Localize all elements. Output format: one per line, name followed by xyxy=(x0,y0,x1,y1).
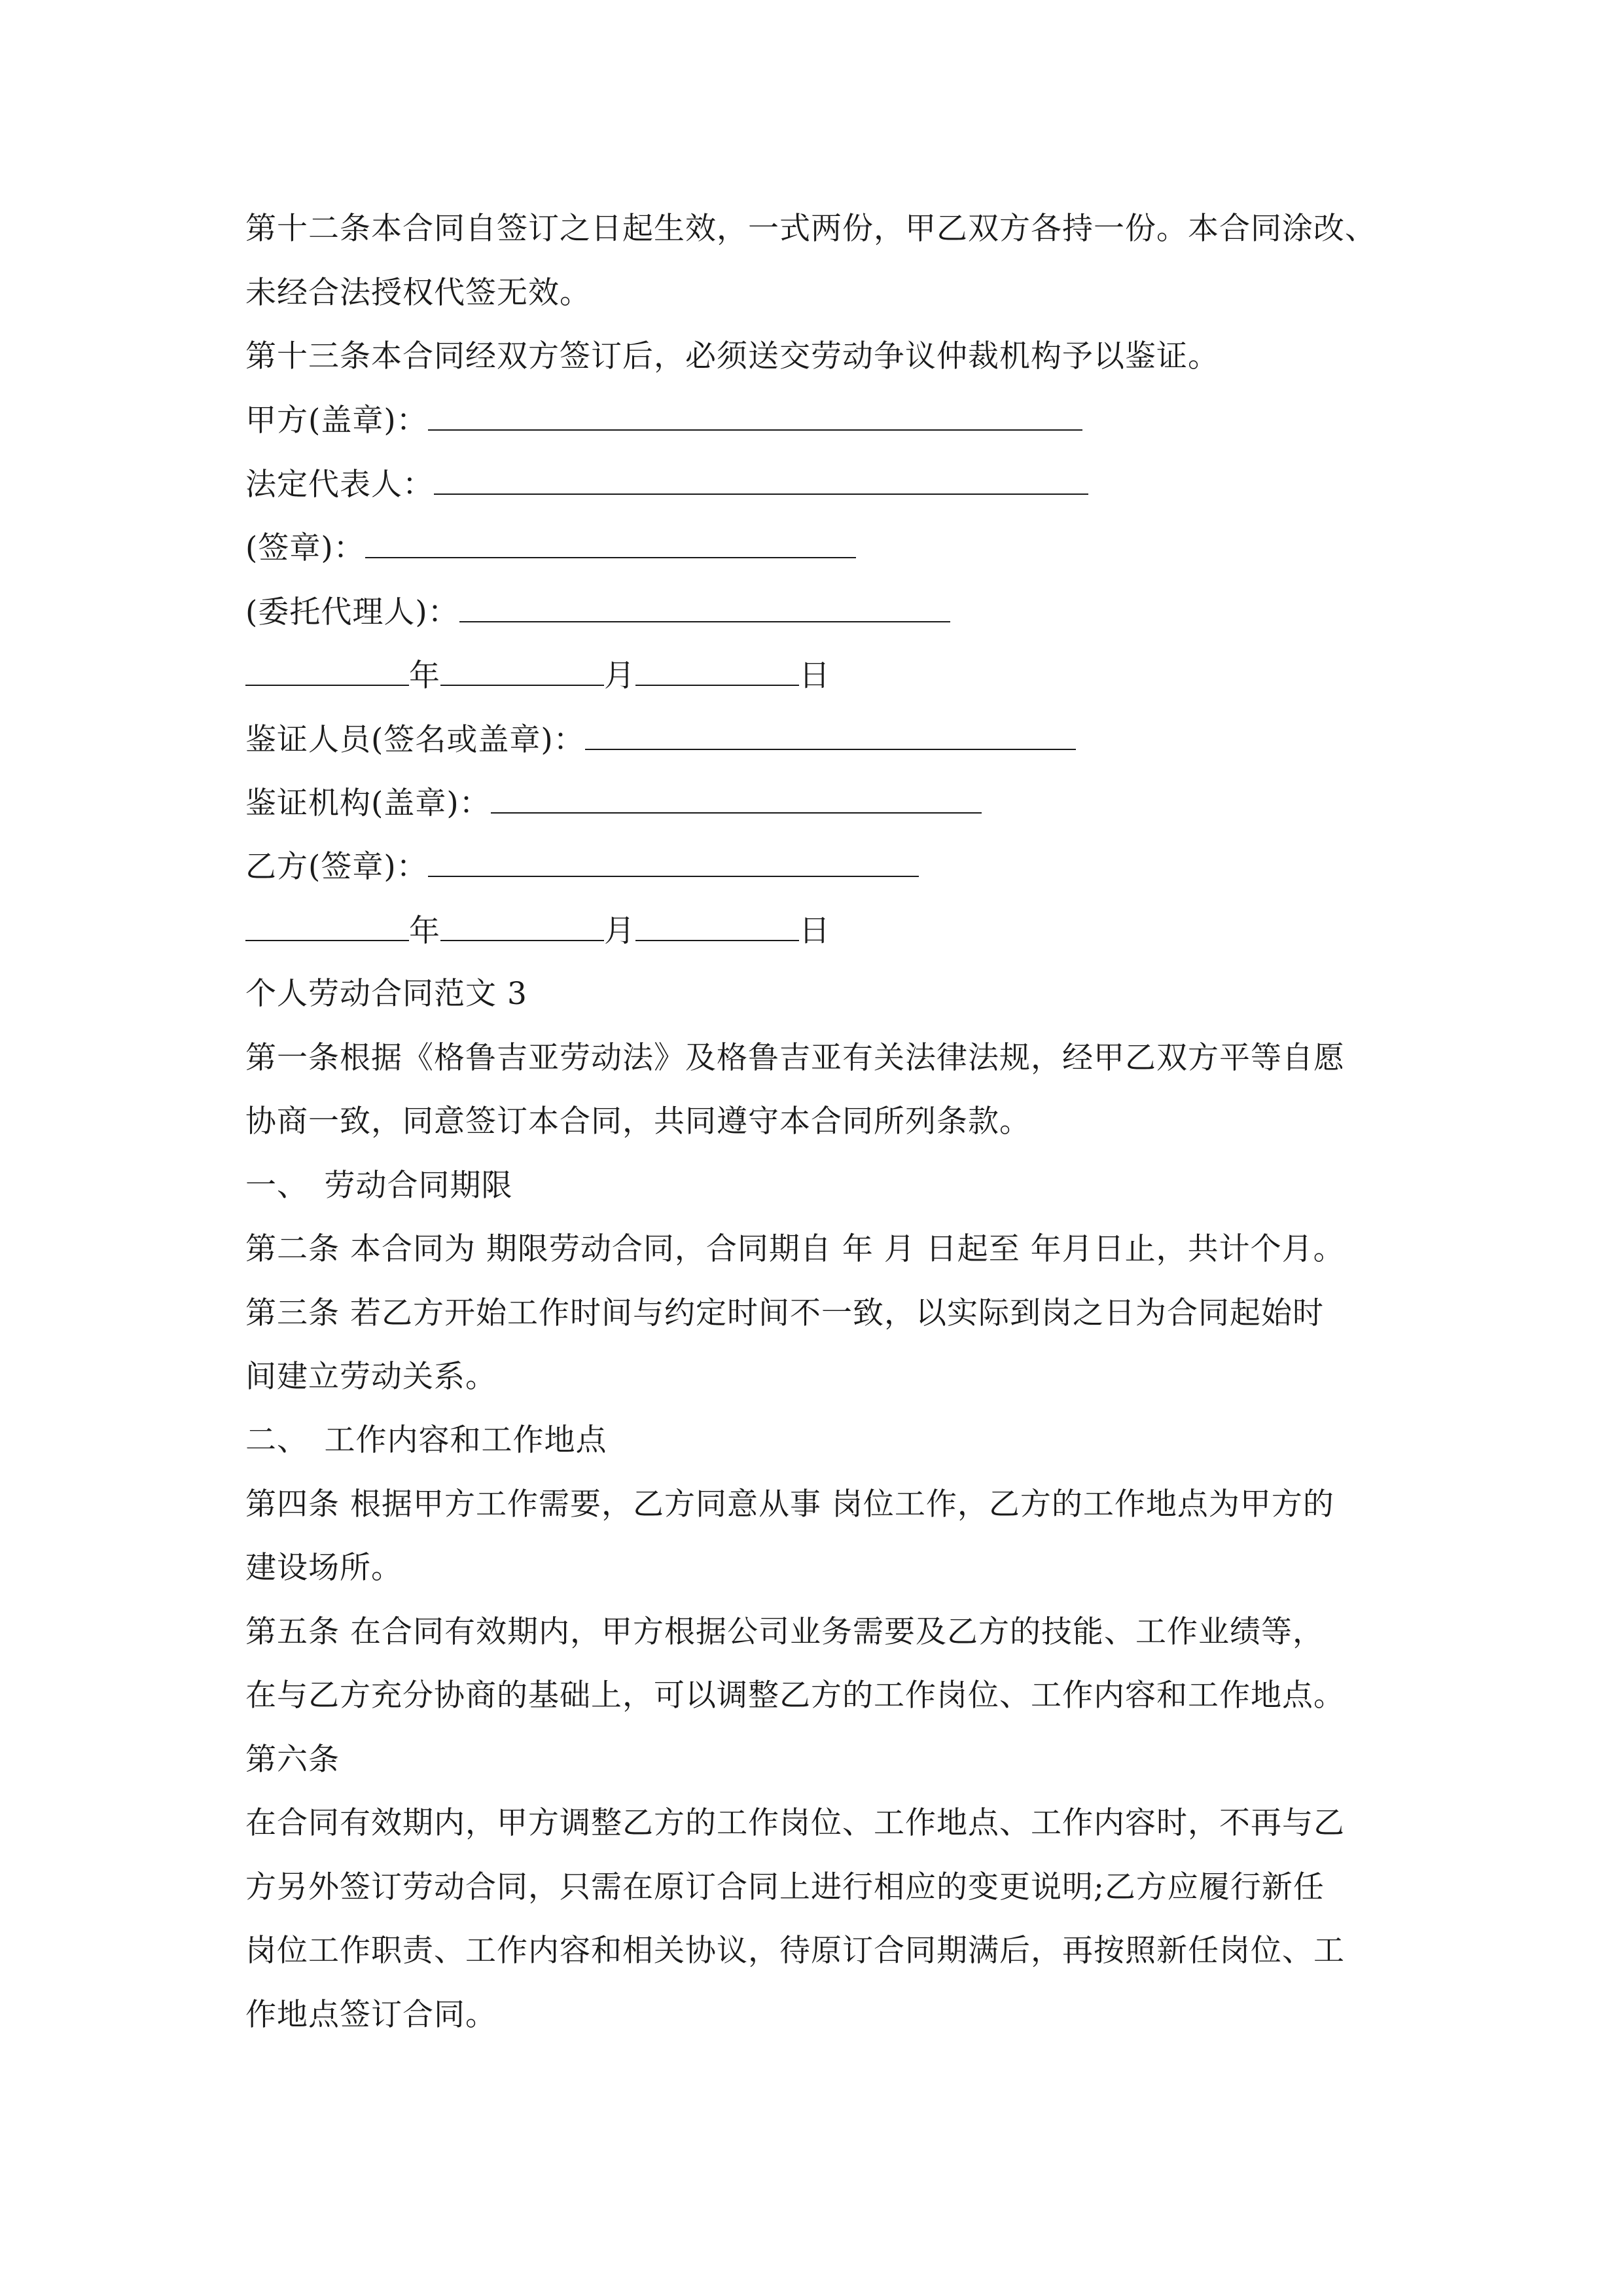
day-label: 日 xyxy=(799,658,830,694)
agent-label: (委托代理人)： xyxy=(245,594,459,630)
notary-org-field xyxy=(245,783,982,823)
agent-field xyxy=(245,592,950,632)
month-blank xyxy=(440,656,604,686)
body-line: 第四条 根据甲方工作需要，乙方同意从事 岗位工作，乙方的工作地点为甲方的 xyxy=(245,1486,1334,1522)
year-label: 年 xyxy=(409,658,440,694)
day-label: 日 xyxy=(799,913,830,949)
month-blank xyxy=(440,911,604,941)
legal-rep-label: 法定代表人： xyxy=(245,467,434,503)
party-a-label: 甲方(盖章)： xyxy=(245,403,428,439)
sign-label: (签章)： xyxy=(245,530,365,566)
body-line: 第三条 若乙方开始工作时间与约定时间不一致，以实际到岗之日为合同起始时 xyxy=(245,1295,1324,1331)
clause-12-line-1: 第十二条本合同自签订之日起生效，一式两份，甲乙双方各持一份。本合同涂改、 xyxy=(245,211,1376,247)
body-line: 第一条根据《格鲁吉亚劳动法》及格鲁吉亚有关法律法规，经甲乙双方平等自愿 xyxy=(245,1040,1345,1076)
sign-blank xyxy=(365,528,856,558)
body-line: 第六条 xyxy=(245,1742,340,1778)
year-blank xyxy=(245,656,409,686)
legal-rep-field xyxy=(245,465,1088,505)
body-line: 在合同有效期内，甲方调整乙方的工作岗位、工作地点、工作内容时，不再与乙 xyxy=(245,1805,1345,1841)
body-line: 第二条 本合同为 期限劳动合同，合同期自 年 月 日起至 年月日止，共计个月。 xyxy=(245,1231,1345,1267)
body-line: 在与乙方充分协商的基础上，可以调整乙方的工作岗位、工作内容和工作地点。 xyxy=(245,1677,1345,1713)
date-line-2 xyxy=(245,911,830,951)
day-blank xyxy=(635,911,799,941)
body-line: 间建立劳动关系。 xyxy=(245,1359,497,1395)
clause-12-line-2: 未经合法授权代签无效。 xyxy=(245,275,591,311)
body-line: 建设场所。 xyxy=(245,1550,402,1586)
body-line: 第五条 在合同有效期内，甲方根据公司业务需要及乙方的技能、工作业绩等， xyxy=(245,1614,1324,1650)
legal-rep-blank xyxy=(434,465,1088,495)
notary-org-blank xyxy=(491,783,982,814)
party-a-blank xyxy=(428,401,1082,431)
month-label: 月 xyxy=(604,658,635,694)
notary-person-blank xyxy=(585,720,1076,750)
body-line: 方另外签订劳动合同，只需在原订合同上进行相应的变更说明;乙方应履行新任 xyxy=(245,1869,1325,1905)
section-heading: 一、 劳动合同期限 xyxy=(245,1168,513,1204)
section-heading: 二、 工作内容和工作地点 xyxy=(245,1422,607,1458)
body-line: 作地点签订合同。 xyxy=(245,1997,497,2033)
month-label: 月 xyxy=(604,913,635,949)
year-label: 年 xyxy=(409,913,440,949)
notary-org-label: 鉴证机构(盖章)： xyxy=(245,785,491,821)
sign-field xyxy=(245,528,856,568)
agent-blank xyxy=(459,592,950,622)
section-title: 个人劳动合同范文 3 xyxy=(245,976,527,1012)
notary-person-field xyxy=(245,720,1076,760)
party-b-blank xyxy=(428,847,919,877)
body-line: 协商一致，同意签订本合同，共同遵守本合同所列条款。 xyxy=(245,1103,1031,1139)
party-b-label: 乙方(签章)： xyxy=(245,849,428,885)
notary-person-label: 鉴证人员(签名或盖章)： xyxy=(245,722,585,758)
date-line-1 xyxy=(245,656,830,696)
year-blank xyxy=(245,911,409,941)
party-b-field xyxy=(245,847,919,887)
clause-13: 第十三条本合同经双方签订后，必须送交劳动争议仲裁机构予以鉴证。 xyxy=(245,338,1219,374)
party-a-field xyxy=(245,401,1082,440)
day-blank xyxy=(635,656,799,686)
body-line: 岗位工作职责、工作内容和相关协议，待原订合同期满后，再按照新任岗位、工 xyxy=(245,1933,1345,1969)
